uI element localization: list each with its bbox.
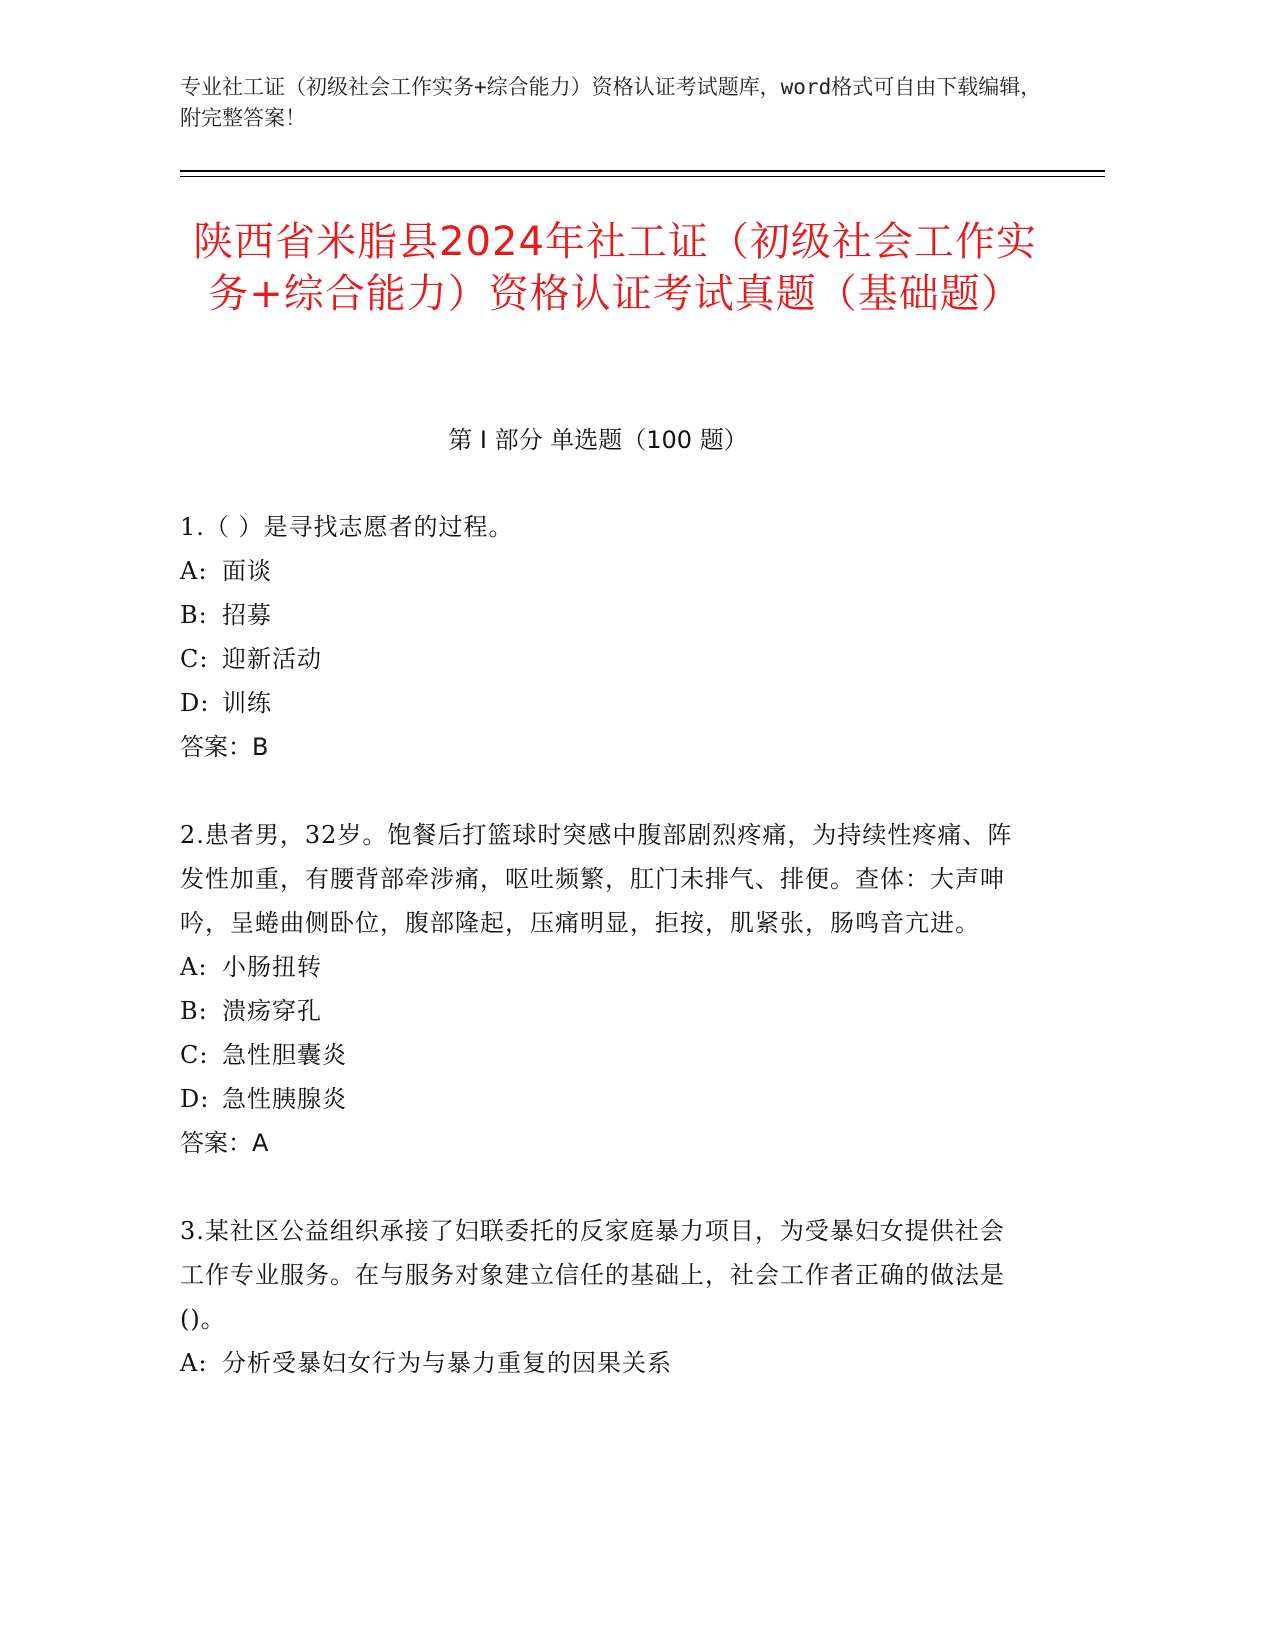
option-c: C: 急性胆囊炎 [180, 1041, 347, 1069]
question-3 [180, 1209, 1020, 1385]
question-stem: 2.患者男，32岁。饱餐后打篮球时突感中腹部剧烈疼痛，为持续性疼痛、阵发性加重，有腰背部牵涉痛，呕吐频繁，肛门未排气、排便。查体：大声呻吟，呈蜷曲侧卧位，腹部隆起，压痛明显，拒按，肌紧张，肠鸣音亢进。 [180, 821, 1013, 937]
answer: 答案：B [180, 733, 269, 761]
option-a: A: 小肠扭转 [180, 953, 322, 981]
option-a: A: 分析受暴妇女行为与暴力重复的因果关系 [180, 1349, 672, 1377]
header-note: 专业社工证（初级社会工作实务+综合能力）资格认证考试题库，word格式可自由下载编辑，附完整答案！ [180, 75, 1042, 130]
option-b: B: 溃疡穿孔 [180, 997, 322, 1025]
question-stem: 1.（ ）是寻找志愿者的过程。 [180, 513, 514, 541]
option-a: A: 面谈 [180, 557, 272, 585]
header-divider-thin [180, 176, 1105, 177]
question-list [180, 505, 1020, 1429]
option-d: D: 训练 [180, 689, 272, 717]
section-heading: 第 I 部分 单选题（100 题） [448, 426, 748, 454]
question-stem: 3.某社区公益组织承接了妇联委托的反家庭暴力项目，为受暴妇女提供社会工作专业服务。在与服务对象建立信任的基础上，社会工作者正确的做法是()。 [180, 1217, 1005, 1333]
option-c: C: 迎新活动 [180, 645, 322, 673]
question-2 [180, 813, 1020, 1165]
header-divider-thick [180, 170, 1105, 172]
option-d: D: 急性胰腺炎 [180, 1085, 347, 1113]
document-title: 陕西省米脂县2024年社工证（初级社会工作实务+综合能力）资格认证考试真题（基础题） [193, 219, 1037, 317]
answer: 答案：A [180, 1129, 269, 1157]
option-b: B: 招募 [180, 601, 272, 629]
question-1 [180, 505, 1020, 769]
